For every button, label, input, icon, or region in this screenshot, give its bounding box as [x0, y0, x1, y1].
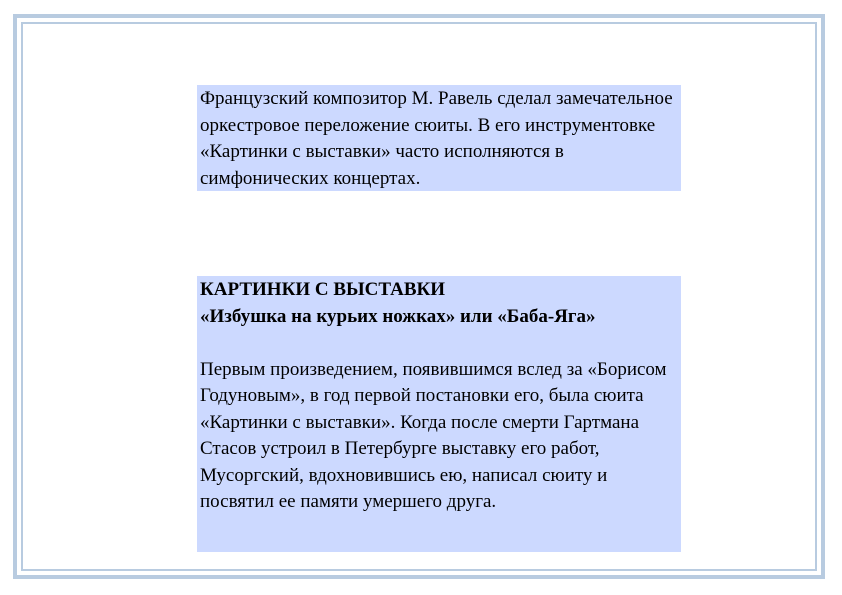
- piece-text-box: [197, 276, 681, 552]
- piece-subtitle: «Избушка на курьих ножках» или «Баба-Яга»: [200, 305, 596, 327]
- piece-description: Первым произведением, появившимся вслед за «Борисом Годуновым», в год первой постановки его, была сюита «Картинки с выставки». Когда после смерти Гартмана Стасов устроил в Петербурге выставку его работ, Мусоргский, вдохновившись ею, написал сюиту и посвятил ее памяти умершего друга.: [200, 358, 667, 512]
- paragraph-spacer: [200, 330, 681, 357]
- intro-paragraph: Французский композитор М. Равель сделал замечательное оркестровое переложение сюиты. В его инструментовке «Картинки с выставки» часто исполняются в симфонических концертах.: [200, 88, 673, 189]
- piece-title: КАРТИНКИ С ВЫСТАВКИ: [200, 279, 446, 300]
- intro-text-box: [197, 85, 681, 191]
